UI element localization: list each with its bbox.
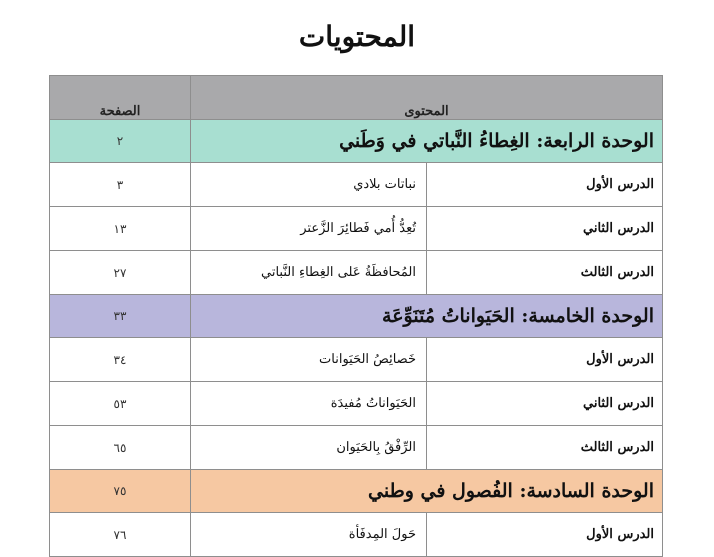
lesson-title: نباتات بلادي	[191, 163, 427, 207]
unit-page: ٢	[50, 120, 191, 163]
lesson-number: الدرس الثالث	[427, 426, 663, 470]
page-title: المحتويات	[298, 20, 416, 53]
lesson-title: حَولَ المِدفَأة	[191, 513, 427, 557]
table-header-row	[50, 76, 663, 120]
unit-page: ٣٣	[50, 295, 191, 338]
lesson-page: ٢٧	[50, 251, 191, 295]
lesson-title: خَصائِصُ الحَيَوانات	[191, 338, 427, 382]
header-content: المحتوى	[191, 76, 663, 120]
lesson-row	[50, 426, 663, 470]
lesson-title: تُعِدُّ أُمي فَطائِرَ الزَّعتر	[191, 207, 427, 251]
lesson-page: ٣٤	[50, 338, 191, 382]
lesson-title: الرِّفْقُ بِالحَيَوان	[191, 426, 427, 470]
lesson-title: المُحافظَةُ عَلى الغِطاءِ النَّباتي	[191, 251, 427, 295]
lesson-number: الدرس الثالث	[427, 251, 663, 295]
unit-page: ٧٥	[50, 470, 191, 513]
lesson-number: الدرس الثاني	[427, 207, 663, 251]
lesson-page: ١٣	[50, 207, 191, 251]
lesson-page: ٥٣	[50, 382, 191, 426]
lesson-row	[50, 163, 663, 207]
lesson-row	[50, 207, 663, 251]
unit-row-5	[50, 295, 663, 338]
contents-table	[49, 75, 663, 557]
lesson-page: ٦٥	[50, 426, 191, 470]
unit-row-4	[50, 120, 663, 163]
lesson-title: الحَيَواناتُ مُفيدَة	[191, 382, 427, 426]
unit-row-6	[50, 470, 663, 513]
lesson-number: الدرس الأول	[427, 513, 663, 557]
unit-name: الوحدة السادسة: الفُصول في وطني	[191, 470, 663, 513]
header-page: الصفحة	[50, 76, 191, 120]
lesson-row	[50, 251, 663, 295]
lesson-number: الدرس الأول	[427, 163, 663, 207]
lesson-number: الدرس الأول	[427, 338, 663, 382]
lesson-number: الدرس الثاني	[427, 382, 663, 426]
unit-name: الوحدة الخامسة: الحَيَواناتُ مُتَنَوِّعَة	[191, 295, 663, 338]
lesson-row	[50, 338, 663, 382]
lesson-page: ٣	[50, 163, 191, 207]
lesson-row	[50, 382, 663, 426]
unit-name: الوحدة الرابعة: الغِطاءُ النَّباتي في وَطَني	[191, 120, 663, 163]
lesson-page: ٧٦	[50, 513, 191, 557]
